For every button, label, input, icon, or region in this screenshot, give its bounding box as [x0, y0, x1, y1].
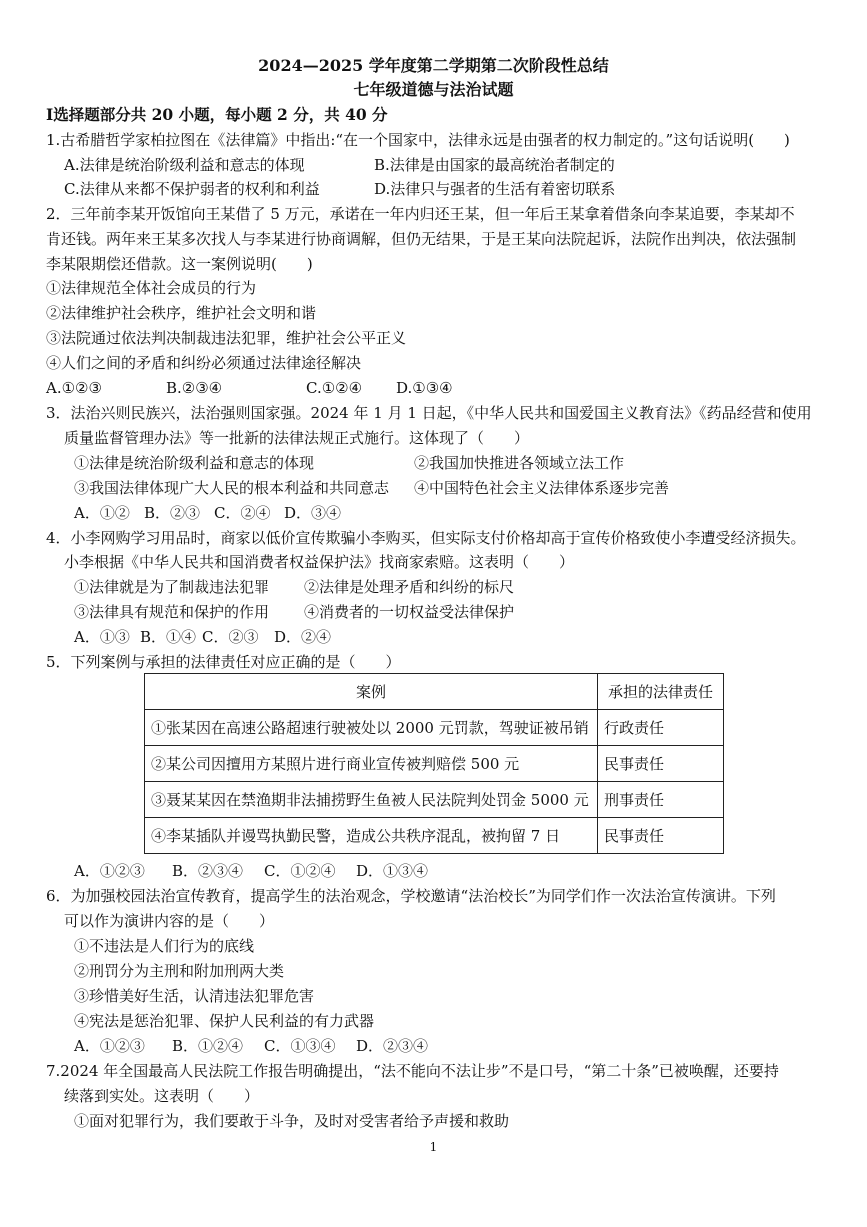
- table-row: [145, 782, 724, 818]
- question-1-option-a: A.法律是统治阶级利益和意志的体现: [64, 156, 305, 174]
- question-1-stem: 1.古希腊哲学家柏拉图在《法律篇》中指出:“在一个国家中，法律永远是由强者的权力制定的。”这句话说明( ): [46, 131, 790, 149]
- question-4-option-a: A．①③: [74, 628, 130, 646]
- table-cell-liability: 民事责任: [598, 818, 724, 854]
- table-row: [145, 710, 724, 746]
- exam-subtitle: 七年级道德与法治试题: [353, 80, 514, 99]
- question-3-statement-2: ②我国加快推进各领域立法工作: [414, 454, 625, 472]
- question-7-stem-line1: 7.2024 年全国最高人民法院工作报告明确提出，“法不能向不法让步”不是口号，“第二十条”已被唤醒，还要持: [46, 1062, 779, 1080]
- question-2-stem-line3: 李某限期偿还借款。这一案例说明( ): [46, 255, 313, 273]
- question-2-statement-4: ④人们之间的矛盾和纠纷必须通过法律途径解决: [46, 354, 362, 372]
- question-6-option-c: C．①③④: [264, 1037, 336, 1055]
- table-header-case: 案例: [145, 674, 598, 710]
- question-2-statement-2: ②法律维护社会秩序，维护社会文明和谐: [46, 304, 317, 322]
- question-6-statement-2: ②刑罚分为主刑和附加刑两大类: [74, 962, 285, 980]
- question-6-statement-1: ①不违法是人们行为的底线: [74, 937, 255, 955]
- question-6-statement-4: ④宪法是惩治犯罪、保护人民利益的有力武器: [74, 1012, 375, 1030]
- table-cell-case: ①张某因在高速公路超速行驶被处以 2000 元罚款，驾驶证被吊销: [145, 710, 598, 746]
- question-3-option-b: B．②③: [144, 504, 201, 522]
- question-4-statement-4: ④消费者的一切权益受法律保护: [304, 603, 515, 621]
- table-cell-liability: 民事责任: [598, 746, 724, 782]
- question-6-option-a: A．①②③: [74, 1037, 145, 1055]
- question-1-option-c: C.法律从来都不保护弱者的权利和利益: [64, 180, 320, 198]
- question-4-option-d: D．②④: [274, 628, 332, 646]
- table-cell-liability: 刑事责任: [598, 782, 724, 818]
- table-header-row: [145, 674, 724, 710]
- question-2-statement-3: ③法院通过依法判决制裁违法犯罪，维护社会公平正义: [46, 329, 407, 347]
- question-2-option-a: A.①②③: [46, 379, 102, 397]
- table-header-liability: 承担的法律责任: [598, 674, 724, 710]
- question-6-stem-line1: 6．为加强校园法治宣传教育，提高学生的法治观念，学校邀请“法治校长”为同学们作一次法治宣传演讲。下列: [46, 887, 776, 905]
- question-6-statement-3: ③珍惜美好生活，认清违法犯罪危害: [74, 987, 315, 1005]
- question-4-statement-1: ①法律就是为了制裁违法犯罪: [74, 578, 270, 596]
- question-3-option-c: C．②④: [214, 504, 271, 522]
- case-liability-table: [144, 673, 724, 854]
- table-cell-case: ④李某插队并谩骂执勤民警，造成公共秩序混乱，被拘留 7 日: [145, 818, 598, 854]
- question-4-option-b: B．①④: [140, 628, 197, 646]
- question-6-option-d: D．②③④: [356, 1037, 429, 1055]
- question-2-statement-1: ①法律规范全体社会成员的行为: [46, 279, 257, 297]
- question-3-statement-3: ③我国法律体现广大人民的根本利益和共同意志: [74, 479, 390, 497]
- question-2-option-b: B.②③④: [166, 379, 223, 397]
- question-6-option-b: B．①②④: [172, 1037, 244, 1055]
- table-cell-case: ③聂某某因在禁渔期非法捕捞野生鱼被人民法院判处罚金 5000 元: [145, 782, 598, 818]
- question-2-stem-line2: 肯还钱。两年来王某多次找人与李某进行协商调解，但仍无结果，于是王某向法院起诉，法院作出判决，依法强制: [46, 230, 797, 248]
- exam-title: 2024—2025 学年度第二学期第二次阶段性总结: [258, 56, 609, 75]
- question-3-stem-line2: 质量监督管理办法》等一批新的法律法规正式施行。这体现了（ ）: [64, 429, 530, 447]
- question-2-stem-line1: 2．三年前李某开饭馆向王某借了 5 万元，承诺在一年内归还王某，但一年后王某拿着借条向李某追要，李某却不: [46, 205, 795, 223]
- question-2-option-c: C.①②④: [306, 379, 363, 397]
- table-cell-liability: 行政责任: [598, 710, 724, 746]
- question-1-option-b: B.法律是由国家的最高统治者制定的: [374, 156, 615, 174]
- question-3-stem-line1: 3．法治兴则民族兴，法治强则国家强。2024 年 1 月 1 日起，《中华人民共和国爱国主义教育法》《药品经营和使用: [46, 404, 812, 422]
- table-row: [145, 746, 724, 782]
- question-4-option-c: C．②③: [202, 628, 259, 646]
- question-3-statement-4: ④中国特色社会主义法律体系逐步完善: [414, 479, 670, 497]
- question-1-option-d: D.法律只与强者的生活有着密切联系: [374, 180, 616, 198]
- question-4-stem-line2: 小李根据《中华人民共和国消费者权益保护法》找商家索赔。这表明（ ）: [64, 553, 575, 571]
- table-cell-case: ②某公司因擅用方某照片进行商业宣传被判赔偿 500 元: [145, 746, 598, 782]
- question-4-stem-line1: 4．小李网购学习用品时，商家以低价宣传欺骗小李购买，但实际支付价格却高于宣传价格致使小李遭受经济损失。: [46, 529, 806, 547]
- question-3-option-d: D．③④: [284, 504, 342, 522]
- question-5-option-c: C．①②④: [264, 862, 336, 880]
- question-4-statement-2: ②法律是处理矛盾和纠纷的标尺: [304, 578, 515, 596]
- question-5-option-a: A．①②③: [74, 862, 145, 880]
- question-5-option-b: B．②③④: [172, 862, 244, 880]
- question-6-stem-line2: 可以作为演讲内容的是（ ）: [64, 912, 275, 930]
- question-5-stem: 5．下列案例与承担的法律责任对应正确的是（ ）: [46, 653, 401, 671]
- question-3-option-a: A．①②: [74, 504, 130, 522]
- question-5-option-d: D．①③④: [356, 862, 429, 880]
- question-7-statement-1: ①面对犯罪行为，我们要敢于斗争，及时对受害者给予声援和救助: [74, 1112, 510, 1130]
- question-3-statement-1: ①法律是统治阶级利益和意志的体现: [74, 454, 315, 472]
- question-2-option-d: D.①③④: [396, 379, 453, 397]
- question-4-statement-3: ③法律具有规范和保护的作用: [74, 603, 270, 621]
- section-heading: Ⅰ选择题部分共 20 小题，每小题 2 分，共 40 分: [46, 105, 388, 124]
- question-7-stem-line2: 续落到实处。这表明（ ）: [64, 1087, 260, 1105]
- table-row: [145, 818, 724, 854]
- page-number: 1: [429, 1140, 438, 1154]
